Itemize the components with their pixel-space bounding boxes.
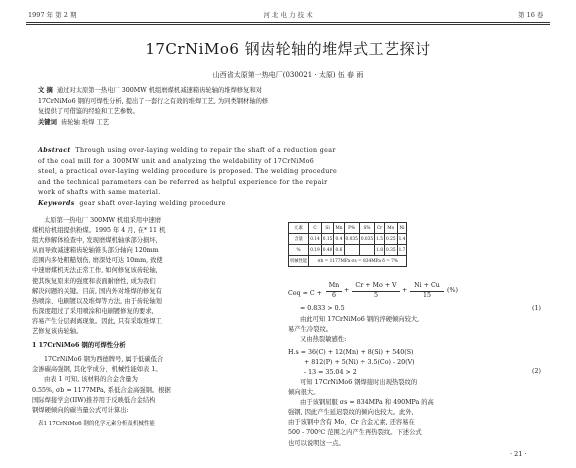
keywords-cn: 齿轮轴 堆焊 工艺 [60, 118, 109, 126]
abstract-cn-line: 通过对太原第一热电厂 300MW 机组磨煤机减速箱齿轮轴的堆焊修复和对 [56, 87, 263, 94]
body-line: 金渗碳高强钢, 其化学成分、机械性能如表 1。 [32, 366, 162, 374]
body-line: 中速磨煤机无法正常工作, 如何修复该齿轮轴, [32, 267, 158, 275]
body-line: 解决问题的关键。目前, 国内外对堆焊的修复有 [32, 287, 162, 295]
table-header-cell: Si [321, 223, 334, 234]
abstract-cn [38, 86, 268, 128]
table-row-label: 含量 [289, 234, 309, 245]
body-line: 范围内多处粗糙划伤, 磨深处可达 10mm, 致使 [32, 257, 163, 265]
body-line: 强钢, 因此产生延迟裂纹的倾向也较大。此外, [288, 409, 414, 417]
ceq-result: = 0.833 > 0.5 [300, 305, 345, 312]
formula-hcs-line: - 13 = 35.04 > 2 [304, 369, 357, 377]
table-cell: 0.25 [384, 234, 397, 245]
table-1 [288, 222, 407, 267]
body-line: 又由热裂敏感性: [300, 336, 347, 344]
body-line: 组大修解体检查中, 发现磨煤机轴承部分损坏, [32, 237, 158, 245]
header-rule-2 [26, 24, 550, 25]
right-column-text-b [288, 378, 434, 449]
body-line: 易产生冷裂纹。 [288, 326, 333, 334]
formula-denominator: 15 [422, 292, 431, 299]
table-mech-values: σb = 1177MPa σs = 834MPa δ = 7% [309, 256, 407, 267]
running-header-volume: 第 16 卷 [518, 11, 544, 19]
table-row-label: % [289, 245, 309, 256]
page-number: · 21 · [510, 450, 527, 458]
body-line: 倾向很大。 [288, 389, 320, 397]
body-line: 也可以说明这一点。 [288, 439, 345, 447]
formula-plus: + [344, 287, 350, 294]
keywords-en: gear shaft over-laying welding procedure [79, 199, 226, 207]
body-line: 500 - 700℃ 范围之内产生再热裂纹。下述公式 [288, 429, 422, 437]
equation-number: (1) [532, 305, 541, 312]
table-cell: 0.035 [344, 234, 359, 245]
table-cell: 1.4 [397, 234, 407, 245]
keywords-cn-label: 关键词 [38, 118, 57, 126]
table-header-cell: Cr [375, 223, 385, 234]
formula-hcs-line: + 812(P) + 5(Ni) ÷ 3.5(Co) - 20(V) [304, 359, 415, 367]
formula-hcs [288, 348, 415, 378]
table-cell: 0.14 [309, 234, 322, 245]
abstract-en-line: work of shafts with same material. [38, 189, 161, 197]
section-heading: 1 17CrNiMo6 钢的可焊性分析 [32, 342, 126, 350]
body-line: 0.55%, σb = 1177MPa, 系低合金高强钢。根据 [32, 386, 171, 394]
formula-denominator: 5 [373, 292, 378, 299]
body-line: 艺修复该齿轮轴。 [32, 328, 83, 336]
abstract-en-line: of the coal mill for a 300MW unit and analyzing the weldability of 17CrNiMo6 [38, 157, 315, 165]
abstract-en-line: and the technical parameters can be referred as helpful experience for the repair [38, 178, 328, 186]
table-row [289, 234, 407, 245]
table-cell: 1.7 [397, 245, 407, 256]
table-cell: 0.19 [309, 245, 322, 256]
formula-numerator: Ni + Cu [414, 282, 440, 289]
body-line: 可知 17CrNiMo6 钢焊接时出现热裂纹的 [300, 379, 418, 386]
formula-plus: + [402, 287, 408, 294]
body-line: 由于该钢中含有 Mo、Cr 合金元素, 还容易在 [288, 419, 415, 427]
paper-title: 17CrNiMo6 钢齿轮轴的堆焊式工艺探讨 [145, 40, 431, 58]
table-header-cell: 元素 [289, 223, 309, 234]
header-rule [26, 22, 550, 23]
abstract-cn-line: 复提供了可借鉴的经验和工艺参数。 [38, 108, 139, 116]
table-cell [344, 245, 359, 256]
table-header-cell: Mo [384, 223, 397, 234]
table-caption: 表1 17CrNiMo6 钢的化学元素分析及机械性能 [38, 420, 155, 427]
table-cell [359, 245, 374, 256]
table-cell: 0.15 [321, 234, 334, 245]
body-line: 容易产生分层剥离现象。因此, 只有采取堆焊工 [32, 317, 162, 325]
body-line: 热喷涂、电刷镀以及堆焊等方法, 由于齿轮轴划 [32, 297, 162, 305]
abstract-en [38, 146, 337, 210]
table-row-label: 机械性能 [289, 256, 309, 267]
body-line: 煤机给机组提供粉煤。1995 年 4 月, 在* 11 机 [32, 227, 166, 235]
body-line: 17CrNiMo6 钢为西德牌号, 属于低碳低合 [44, 356, 164, 364]
body-line: 太原第一热电厂 300MW 机组采用中速磨 [44, 217, 162, 224]
table-mech-row [289, 256, 407, 267]
table-row [289, 245, 407, 256]
table-cell: 0.6 [334, 245, 344, 256]
abstract-en-line: Through using over-laying welding to repair the shaft of a reduction gear [75, 147, 336, 154]
table-header-cell: C [309, 223, 322, 234]
formula-hcs-line: H.s = 36(C) + 12(Mn) + 8(Si) + 540(S) [288, 349, 414, 356]
body-line: 钢焊硬倾向的碳当量公式可计算出: [32, 406, 129, 414]
body-line: 从而导致减速箱齿轮轴锥头部分轴向 120mm [32, 247, 159, 255]
abstract-en-line: steel, a practical over-laying welding procedure is proposed. The welding procedure [38, 168, 338, 176]
body-line: 国际焊接学会(IIW)推荐用于反映低合金结构 [32, 396, 156, 404]
table-cell: 1.8 [375, 245, 385, 256]
table-cell: 0.35 [384, 245, 397, 256]
formula-unit: (%) [447, 287, 458, 294]
body-line: 由表 1 可知, 该材料的合金含量为 [44, 376, 138, 384]
table-cell: 0.035 [359, 234, 374, 245]
table-header-cell: P% [344, 223, 359, 234]
body-line: 由此可知 17CrNiMo6 钢的淬硬倾向较大, [300, 316, 420, 323]
formula-numerator: Cr + Mo + V [355, 282, 397, 289]
body-line: 使其恢复原来的强度和表面耐磨性, 成为我们 [32, 277, 156, 285]
table-header-cell: Ni [397, 223, 407, 234]
author-affiliation: 山西省太原第一热电厂(030021 · 太原) 伍 春 雨 [212, 71, 364, 79]
running-header-journal: 河 北 电 力 技 术 [263, 11, 313, 19]
equation-number: (2) [532, 368, 541, 375]
keywords-en-label: Keywords [38, 199, 75, 207]
table-header-cell: S% [359, 223, 374, 234]
left-column [32, 216, 171, 429]
formula-denominator: 6 [331, 292, 336, 299]
table-cell: 0.4 [334, 234, 344, 245]
abstract-en-label: Abstract [38, 147, 71, 154]
running-header-issue: 1997 年 第 2 期 [28, 11, 77, 19]
table-cell: 1.5 [375, 234, 385, 245]
right-column-text-a [288, 315, 419, 345]
table-cell: 0.40 [321, 245, 334, 256]
abstract-cn-label: 文 摘 [38, 87, 53, 94]
formula-numerator: Mn [328, 282, 340, 289]
table-header-cell: Mn [334, 223, 344, 234]
table-header-row [289, 223, 407, 234]
body-line: 由于该钢屈服 σs = 834MPa 和 490MPa 的高 [300, 399, 434, 407]
body-line: 伤深度超过了采用喷涂和电刷镀修复的要求, [32, 307, 154, 315]
formula-ceq-lhs: Ceq = C + [288, 290, 322, 297]
abstract-cn-line: 17CrNiMo6 钢的可焊性分析, 提出了一套行之有效的堆焊工艺, 为同类钢材轴的修 [38, 97, 269, 105]
